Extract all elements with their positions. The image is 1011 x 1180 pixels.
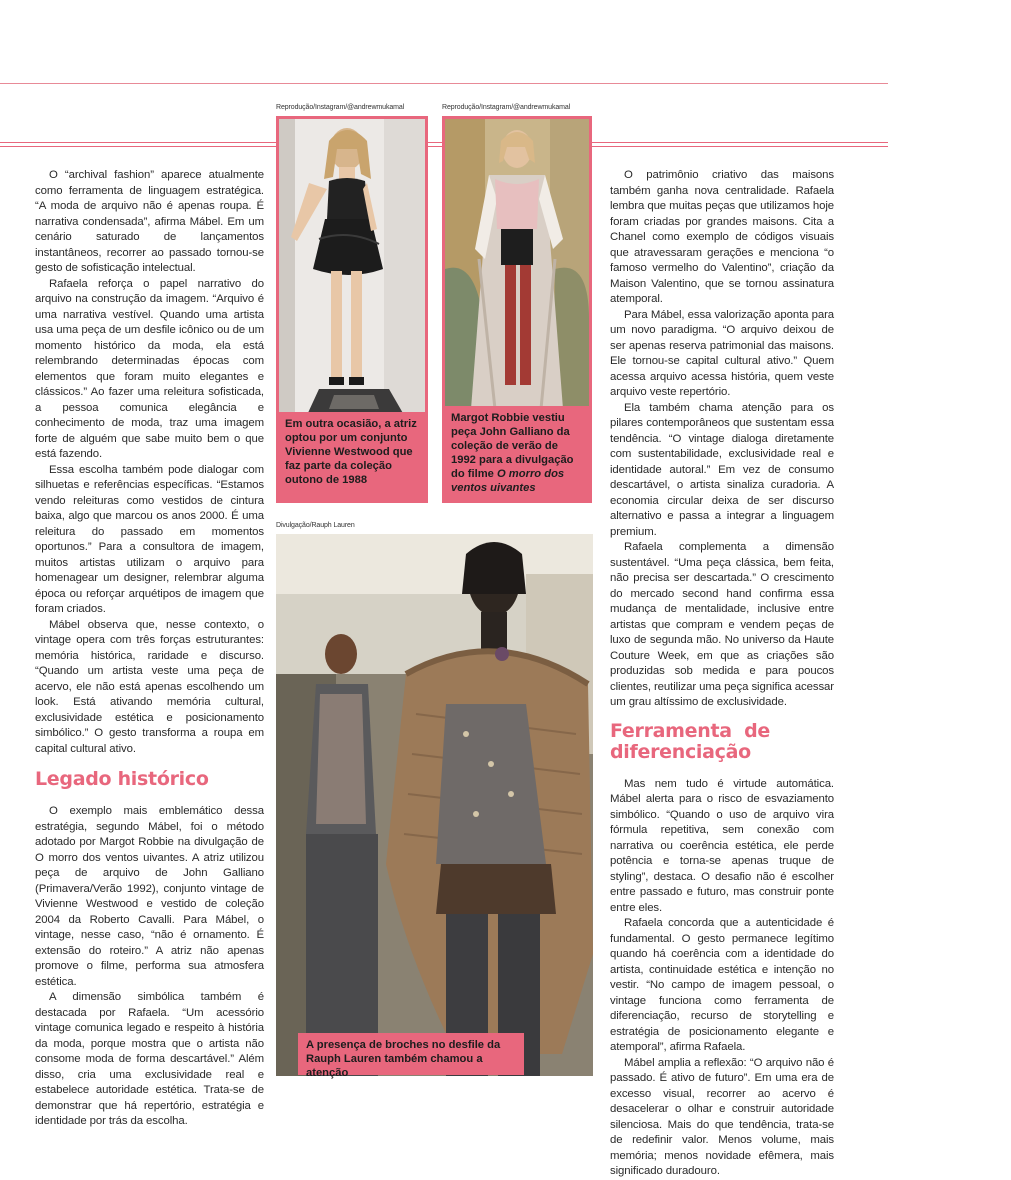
photo-card-galliano xyxy=(442,116,592,503)
paragraph: O patrimônio criativo das maisons também ganha nova centralidade. Rafaela lembra que muitas peças que utilizamos hoje foram criadas por grandes maisons. Cita a Chanel como exemplo de códigos visuais que atravessaram gerações e menciona “o famoso vermelho do Valentino”, criação da Maison Valentino, que se tornou assinatura atemporal. xyxy=(610,169,834,305)
article-column-right xyxy=(610,168,834,1180)
section-heading: Ferramenta de diferenciação xyxy=(610,719,770,763)
paragraph: Rafaela reforça o papel narrativo do arquivo na construção da imagem. “Arquivo é uma narrativa vestível. Quando uma artista usa uma peça de um desfile icônico ou de um momento histórico da moda, ela está relembrando determinadas épocas com elementos que foram muito elegantes e clássicos.” Ao fazer uma releitura sofisticada, a pessoa comunica elegância e conhecimento de moda, traz uma imagem forte de alguém que sabe muito bem o que está fazendo. xyxy=(35,277,264,460)
photo-margot-galliano-coat xyxy=(445,119,589,409)
paragraph: Rafaela concorda que a autenticidade é fundamental. O gesto permanece legítimo quando há coerência com a identidade do artista, continuidade estética e intenção no vestir. “No campo de imagem pessoal, o vintage funciona como ferramenta de diferenciação, recurso de storytelling e estratégia de posicionamento elegante e atemporal”, afirma Rafaela. xyxy=(610,917,834,1053)
photo-caption xyxy=(445,406,589,500)
photo-margot-black-dress xyxy=(279,119,425,415)
paragraph: A dimensão simbólica também é destacada por Rafaela. “Um acessório vintage comunica legado e respeito à história da moda, porque mostra que o artista não consome moda de forma descartável.” Além disso, cria uma exclusividade real e estabelece autoridade estética. Trata-se de demonstrar que há repertório, estratégia e identidade por trás da escolha. xyxy=(35,991,264,1127)
photo-rauph-lauren-runway xyxy=(276,534,593,1076)
paragraph: O “archival fashion” aparece atualmente como ferramenta de linguagem estratégica. “A moda de arquivo não é apenas roupa. É narrativa condensada”, afirma Mábel. Em um cenário saturado de lançamentos instantâneos, recorrer ao passado tornou-se gesto de sofisticação intelectual. xyxy=(35,169,264,274)
photo-credit: Reprodução/Instagram/@andrewmukamal xyxy=(442,104,571,111)
paragraph: Mábel amplia a reflexão: “O arquivo não é passado. É ativo de futuro”. Em uma era de excesso visual, recorrer ao acervo é desacelerar o olhar e construir autoridade silenciosa. Mais do que tendência, trata-se de redefinir valor. Menos volume, mais memória; menos novidade efêmera, mais significado duradouro. xyxy=(610,1056,834,1177)
paragraph: Ela também chama atenção para os pilares contemporâneos que sustentam essa tendência. “O vintage dialoga diretamente com sustentabilidade, exclusividade real e identidade autoral.” Em vez de consumo descartável, o artista sinaliza curadoria. A economia circular deixa de ser discurso alternativo e passa a integrar a linguagem premium. xyxy=(610,401,834,538)
photo-credit: Reprodução/Instagram/@andrewmukamal xyxy=(276,104,405,111)
paragraph: Mas nem tudo é virtude automática. Mábel alerta para o risco de esvaziamento simbólico. “Quando o uso de arquivo vira fórmula repetitiva, sem conexão com narrativa ou coerência estética, ele perde potência e torna-se apenas truque de styling”, destaca. O desafio não é escolher entre passado e futuro, mas construir ponte entre eles. xyxy=(610,777,834,914)
caption-text: Margot Robbie vestiu peça John Galliano da coleção de verão de 1992 para a divulgação do filme xyxy=(451,412,574,480)
photo-caption: Em outra ocasião, a atriz optou por um conjunto Vivienne Westwood que faz parte da coleção outono de 1988 xyxy=(279,412,425,500)
top-rule xyxy=(0,83,888,84)
paragraph: Mábel observa que, nesse contexto, o vintage opera com três forças estruturantes: memória histórica, raridade e discurso. “Quando um artista veste uma peça de acervo, ele não está apenas escolhendo um look. Está ativando memória cultural, exclusividade estética e posicionamento simbólico.” O gesto transforma a roupa em capital cultural ativo. xyxy=(35,618,264,755)
photo-caption: A presença de broches no desfile da Rauph Lauren também chamou a atenção xyxy=(298,1033,524,1075)
section-heading: Legado histórico xyxy=(35,768,209,790)
caption-film-title: O morro dos ventos uivantes xyxy=(451,468,565,494)
paragraph: Rafaela complementa a dimensão sustentável. “Uma peça clássica, bem feita, não precisa ser descartada.” O crescimento do mercado second hand confirma essa mudança de mentalidade, inclusive entre artistas que compram e vendem peças de luxo de segunda mão. No universo da Haute Couture Week, em que as criações são produzidas sob medida e para poucos clientes, reutilizar uma peça significa acessar um grau altíssimo de exclusividade. xyxy=(610,541,834,708)
paragraph: Para Mábel, essa valorização aponta para um novo paradigma. “O arquivo deixou de ser apenas reserva patrimonial das maisons. Ele tornou-se capital cultural ativo.” Quem acessa arquivo acessa história, quem veste arquivo veste repertório. xyxy=(610,308,834,398)
photo-card-westwood xyxy=(276,116,428,503)
article-column-left xyxy=(35,168,264,1130)
photo-credit: Divulgação/Rauph Lauren xyxy=(276,522,355,529)
paragraph: Essa escolha também pode dialogar com silhuetas e referências específicas. “Estamos vendo releituras como vestidos de cintura baixa, algo que marcou os anos 2000. É uma releitura do passado em momentos oportunos.” Para a consultora de imagem, muitos artistas utilizam o arquivo para homenagear um designer, relembrar alguma época ou reforçar arquétipos de imagem que foram criados. xyxy=(35,463,264,615)
paragraph: O exemplo mais emblemático dessa estratégia, segundo Mábel, foi o método adotado por Margot Robbie na divulgação de O morro dos ventos uivantes. A atriz utilizou peça de arquivo de John Galliano (Primavera/Verão 1992), conjunto vintage de Vivienne Westwood e vestido de coleção 2004 da Roberto Cavalli. Para Mábel, o vintage, nesse caso, “não é ornamento. É extensão do roteiro.” A atriz não apenas promove o filme, performa sua atmosfera estética. xyxy=(35,805,264,988)
